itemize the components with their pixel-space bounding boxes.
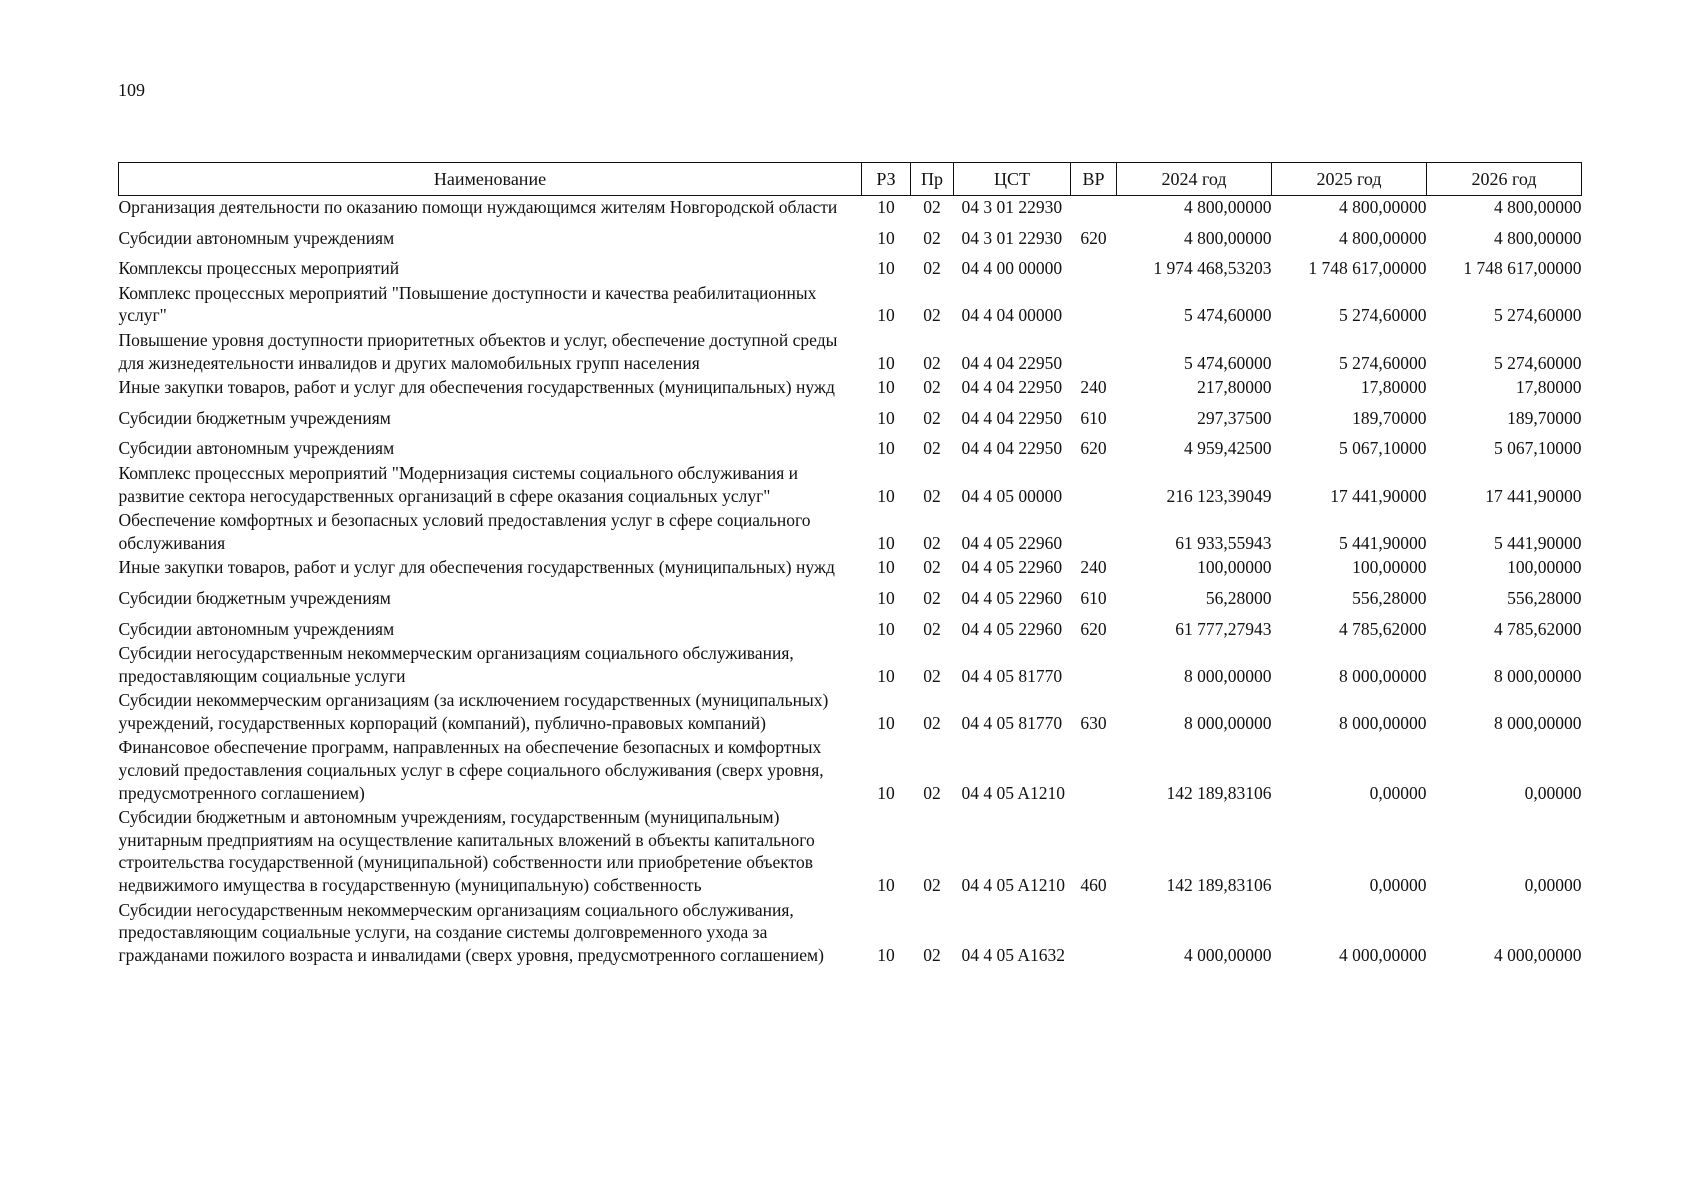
cell-vr (1071, 196, 1117, 221)
cell-vr (1071, 251, 1117, 282)
cell-cst: 04 4 04 22950 (961, 377, 1063, 398)
cell-2025: 5 067,10000 (1339, 438, 1427, 459)
cell-vr: 610 (1080, 587, 1107, 608)
cell-cst: 04 4 05 22960 (961, 618, 1063, 639)
cell-vr (1071, 329, 1117, 376)
cell-2026: 189,70000 (1507, 407, 1582, 428)
cell-2024: 142 189,83106 (1166, 782, 1272, 803)
cell-name: Иные закупки товаров, работ и услуг для обеспечения государственных (муниципальных) нужд (118, 557, 835, 578)
cell-2024: 4 959,42500 (1184, 438, 1272, 459)
cell-rz: 10 (877, 377, 895, 398)
cell-cst: 04 4 05 22960 (961, 557, 1063, 578)
cell-name: Повышение уровня доступности приоритетных объектов и услуг, обеспечение доступной среды для жизнедеятельности инвалидов и других маломобильных групп населения (118, 329, 838, 373)
cell-name: Комплекс процессных мероприятий "Модернизация системы социального обслуживания и развитие сектора негосударственных организаций в сфере оказания социальных услуг" (118, 462, 799, 506)
cell-name: Финансовое обеспечение программ, направленных на обеспечение безопасных и комфортных условий предоставления социальных услуг в сфере социального обслуживания (сверх уровня, предусмотренного соглашением) (118, 737, 824, 803)
table-row (119, 196, 1582, 221)
cell-cst: 04 4 05 A1210 (961, 782, 1066, 803)
cell-rz: 10 (877, 438, 895, 459)
cell-2026: 0,00000 (1524, 875, 1582, 896)
cell-rz: 10 (877, 305, 895, 326)
table-row (119, 612, 1582, 643)
cell-vr (1071, 736, 1117, 806)
cell-rz: 10 (877, 407, 895, 428)
budget-table (118, 162, 1582, 968)
cell-2026: 4 800,00000 (1494, 227, 1582, 248)
cell-rz: 10 (877, 782, 895, 803)
cell-2026: 5 067,10000 (1494, 438, 1582, 459)
cell-cst: 04 4 04 22950 (961, 407, 1063, 428)
cell-2024: 216 123,39049 (1166, 485, 1272, 506)
cell-pr: 02 (923, 557, 941, 578)
cell-cst: 04 4 05 81770 (961, 712, 1063, 733)
cell-vr: 240 (1080, 557, 1107, 578)
cell-2026: 1 748 617,00000 (1463, 258, 1582, 279)
cell-2026: 100,00000 (1507, 557, 1582, 578)
header-2024: 2024 год (1117, 163, 1272, 196)
cell-2024: 4 800,00000 (1184, 197, 1272, 217)
cell-2024: 5 474,60000 (1184, 305, 1272, 326)
cell-2026: 17 441,90000 (1485, 485, 1582, 506)
cell-rz: 10 (877, 352, 895, 373)
table-row (119, 329, 1582, 376)
cell-rz: 10 (877, 227, 895, 248)
cell-vr: 630 (1080, 712, 1107, 733)
cell-name: Субсидии негосударственным некоммерческим организациям социального обслуживания, предоставляющим социальные услуги (118, 643, 794, 686)
cell-rz: 10 (877, 875, 895, 896)
table-row (119, 899, 1582, 969)
cell-vr: 620 (1080, 438, 1107, 459)
cell-2025: 0,00000 (1369, 875, 1427, 896)
cell-2026: 556,28000 (1507, 587, 1582, 608)
cell-pr: 02 (923, 944, 941, 965)
cell-2025: 17 441,90000 (1330, 485, 1427, 506)
cell-2025: 5 441,90000 (1339, 532, 1427, 553)
cell-2025: 5 274,60000 (1339, 305, 1427, 326)
cell-cst: 04 4 05 22960 (961, 532, 1063, 553)
cell-2024: 4 800,00000 (1184, 227, 1272, 248)
cell-pr: 02 (923, 407, 941, 428)
cell-rz: 10 (877, 532, 895, 553)
cell-name: Субсидии автономным учреждениям (118, 618, 395, 639)
cell-2025: 8 000,00000 (1339, 712, 1427, 733)
table-header-row (119, 163, 1582, 196)
cell-vr (1071, 282, 1117, 329)
cell-2026: 5 441,90000 (1494, 532, 1582, 553)
cell-pr: 02 (923, 227, 941, 248)
table-row (119, 806, 1582, 898)
cell-name: Субсидии негосударственным некоммерческим организациям социального обслуживания, предоставляющим социальные услуги, на создание системы долговременного ухода за гражданами пожилого возраста и инвалидами (сверх уровня, предусмотренного соглашением) (118, 899, 824, 965)
cell-rz: 10 (877, 665, 895, 686)
cell-2024: 217,80000 (1197, 377, 1272, 398)
header-2026: 2026 год (1427, 163, 1582, 196)
cell-cst: 04 4 05 A1210 (961, 875, 1066, 896)
cell-vr: 620 (1080, 227, 1107, 248)
cell-name: Субсидии бюджетным учреждениям (118, 587, 391, 608)
cell-pr: 02 (923, 258, 941, 279)
cell-2024: 61 933,55943 (1175, 532, 1272, 553)
cell-2025: 5 274,60000 (1339, 352, 1427, 373)
cell-rz: 10 (877, 258, 895, 279)
cell-2026: 4 800,00000 (1494, 197, 1582, 217)
cell-2025: 8 000,00000 (1339, 665, 1427, 686)
cell-name: Субсидии некоммерческим организациям (за исключением государственных (муниципальных) учреждений, государственных корпораций (компаний), публично-правовых компаний) (118, 690, 829, 733)
cell-name: Субсидии автономным учреждениям (118, 227, 395, 248)
table-row (119, 736, 1582, 806)
cell-cst: 04 4 00 00000 (961, 258, 1063, 279)
cell-2025: 556,28000 (1352, 587, 1427, 608)
cell-2025: 17,80000 (1360, 377, 1427, 398)
cell-pr: 02 (923, 587, 941, 608)
cell-2026: 5 274,60000 (1494, 305, 1582, 326)
header-rz: РЗ (862, 163, 911, 196)
cell-vr: 240 (1080, 377, 1107, 398)
cell-pr: 02 (923, 438, 941, 459)
header-name: Наименование (119, 163, 862, 196)
cell-pr: 02 (923, 782, 941, 803)
cell-name: Обеспечение комфортных и безопасных условий предоставления услуг в сфере социального обслуживания (118, 510, 811, 553)
cell-name: Организация деятельности по оказанию помощи нуждающимся жителям Новгородской области (118, 197, 838, 217)
table-row (119, 556, 1582, 581)
cell-pr: 02 (923, 712, 941, 733)
cell-pr: 02 (923, 532, 941, 553)
header-pr: Пр (911, 163, 954, 196)
table-row (119, 462, 1582, 509)
cell-2024: 56,28000 (1205, 587, 1272, 608)
cell-name: Субсидии бюджетным учреждениям (118, 407, 391, 428)
cell-2025: 4 000,00000 (1339, 944, 1427, 965)
table-row (119, 221, 1582, 252)
cell-vr (1071, 642, 1117, 689)
table-row (119, 642, 1582, 689)
header-vr: ВР (1071, 163, 1117, 196)
cell-name: Комплекс процессных мероприятий "Повышение доступности и качества реабилитационных услуг" (118, 282, 817, 326)
cell-2025: 4 785,62000 (1339, 618, 1427, 639)
cell-cst: 04 4 04 00000 (961, 305, 1063, 326)
cell-rz: 10 (877, 557, 895, 578)
cell-rz: 10 (877, 485, 895, 506)
cell-rz: 10 (877, 618, 895, 639)
cell-vr: 620 (1080, 618, 1107, 639)
cell-2025: 0,00000 (1369, 782, 1427, 803)
header-cst: ЦСТ (954, 163, 1071, 196)
table-row (119, 689, 1582, 736)
cell-2025: 100,00000 (1352, 557, 1427, 578)
cell-2025: 189,70000 (1352, 407, 1427, 428)
cell-name: Субсидии автономным учреждениям (118, 438, 395, 459)
cell-rz: 10 (877, 197, 895, 217)
cell-2026: 4 785,62000 (1494, 618, 1582, 639)
table-row (119, 509, 1582, 556)
cell-rz: 10 (877, 944, 895, 965)
cell-name: Иные закупки товаров, работ и услуг для обеспечения государственных (муниципальных) нужд (118, 377, 835, 398)
cell-cst: 04 4 05 A1632 (961, 944, 1066, 965)
page-number: 109 (118, 80, 145, 100)
cell-cst: 04 4 04 22950 (961, 352, 1063, 373)
table-row (119, 251, 1582, 282)
cell-2025: 1 748 617,00000 (1308, 258, 1427, 279)
cell-name: Субсидии бюджетным и автономным учреждениям, государственным (муниципальным) унитарным предприятиям на осуществление капитальных вложений в объекты капитального строительства государственной (муниципальной) собственности или приобретение объектов недвижимого имущества в государственную (муниципальную) собственность (118, 807, 815, 896)
cell-2026: 4 000,00000 (1494, 944, 1582, 965)
cell-vr (1071, 509, 1117, 556)
cell-pr: 02 (923, 875, 941, 896)
table-row (119, 376, 1582, 401)
cell-name: Комплексы процессных мероприятий (118, 258, 400, 279)
cell-vr (1071, 899, 1117, 969)
cell-2024: 142 189,83106 (1166, 875, 1272, 896)
cell-cst: 04 4 05 00000 (961, 485, 1063, 506)
cell-cst: 04 3 01 22930 (961, 197, 1063, 217)
cell-2025: 4 800,00000 (1339, 197, 1427, 217)
cell-2024: 1 974 468,53203 (1153, 258, 1272, 279)
table-row (119, 431, 1582, 462)
cell-2026: 8 000,00000 (1494, 665, 1582, 686)
cell-2026: 17,80000 (1515, 377, 1582, 398)
cell-vr: 460 (1080, 875, 1107, 896)
cell-pr: 02 (923, 197, 941, 217)
cell-pr: 02 (923, 618, 941, 639)
budget-table-container (118, 162, 1581, 968)
cell-pr: 02 (923, 665, 941, 686)
table-body (119, 196, 1582, 969)
table-row (119, 581, 1582, 612)
cell-rz: 10 (877, 712, 895, 733)
cell-pr: 02 (923, 377, 941, 398)
cell-pr: 02 (923, 305, 941, 326)
cell-2024: 8 000,00000 (1184, 665, 1272, 686)
cell-rz: 10 (877, 587, 895, 608)
cell-2024: 297,37500 (1197, 407, 1272, 428)
cell-2024: 5 474,60000 (1184, 352, 1272, 373)
cell-pr: 02 (923, 485, 941, 506)
cell-cst: 04 4 04 22950 (961, 438, 1063, 459)
cell-pr: 02 (923, 352, 941, 373)
cell-2025: 4 800,00000 (1339, 227, 1427, 248)
cell-2024: 100,00000 (1197, 557, 1272, 578)
cell-2024: 8 000,00000 (1184, 712, 1272, 733)
cell-2024: 61 777,27943 (1175, 618, 1272, 639)
cell-vr (1071, 462, 1117, 509)
header-2025: 2025 год (1272, 163, 1427, 196)
cell-cst: 04 3 01 22930 (961, 227, 1063, 248)
cell-2024: 4 000,00000 (1184, 944, 1272, 965)
cell-cst: 04 4 05 22960 (961, 587, 1063, 608)
table-row (119, 401, 1582, 432)
cell-2026: 5 274,60000 (1494, 352, 1582, 373)
cell-vr: 610 (1080, 407, 1107, 428)
cell-cst: 04 4 05 81770 (961, 665, 1063, 686)
table-row (119, 282, 1582, 329)
cell-2026: 0,00000 (1524, 782, 1582, 803)
cell-2026: 8 000,00000 (1494, 712, 1582, 733)
